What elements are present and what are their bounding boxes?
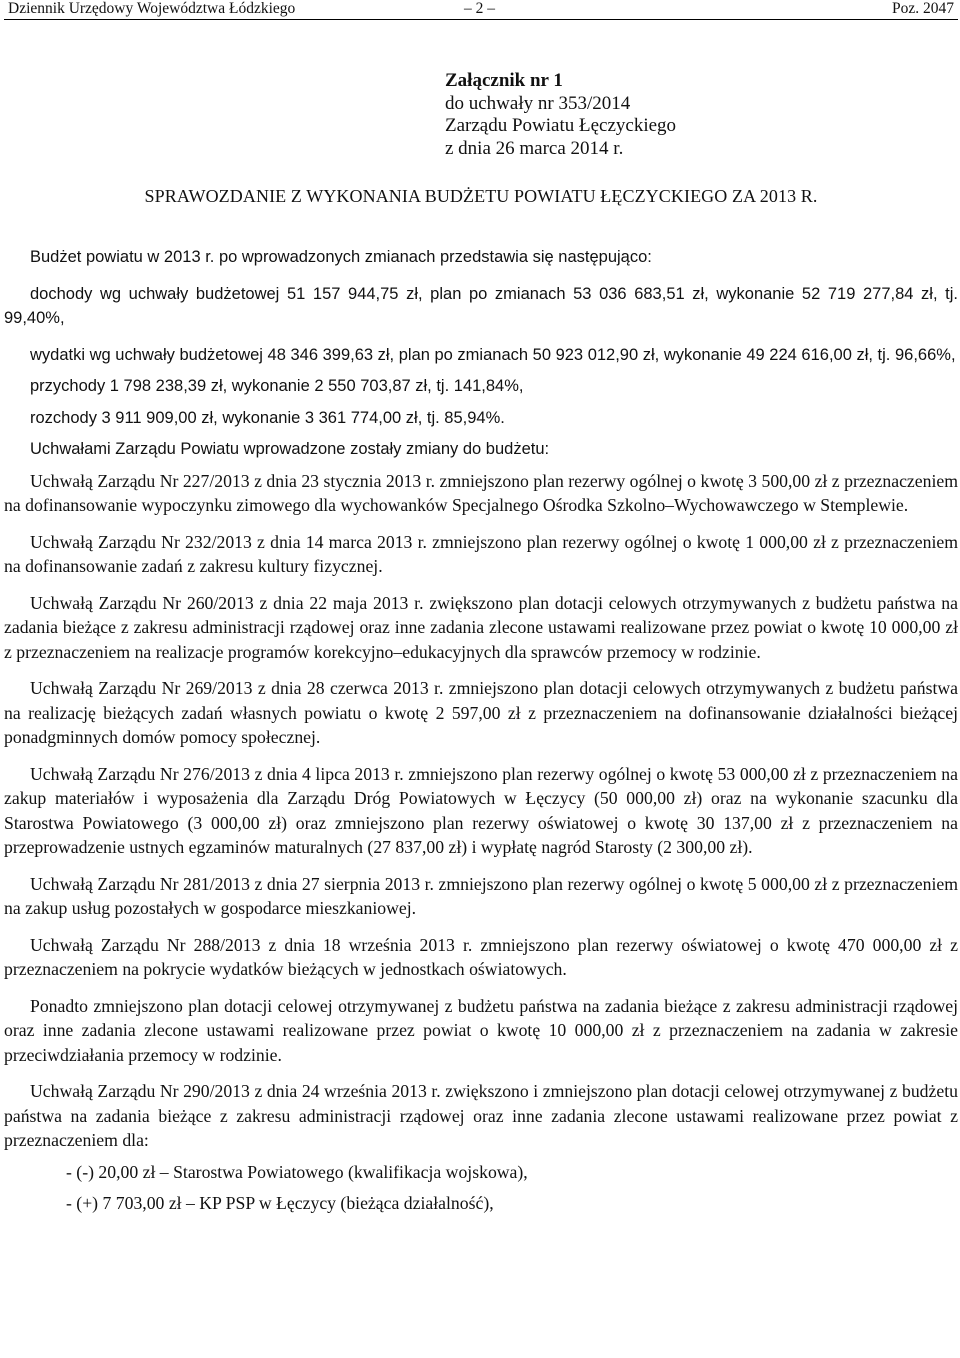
summary-paragraph: dochody wg uchwały budżetowej 51 157 944,75 zł, plan po zmianach 53 036 683,51 zł, wykonanie 52 719 277,84 zł, tj. 99,40%, (4, 284, 958, 327)
summary-paragraph: wydatki wg uchwały budżetowej 48 346 399,63 zł, plan po zmianach 50 923 012,90 zł, wykonanie 49 224 616,00 zł, tj. 96,66%, (30, 345, 956, 364)
resolution-paragraph: Uchwałą Zarządu Nr 276/2013 z dnia 4 lipca 2013 r. zmniejszono plan rezerwy ogólnej o kwotę 53 000,00 zł z przeznaczeniem na zakup materiałów i wyposażenia dla Zarządu Dróg Powiatowych w Łęczycy (50 000,00 zł) oraz na wykonanie szacunku dla Starostwa Powiatowego (3 000,00 zł) oraz zmniejszono plan rezerwy oświatowej o kwotę 30 137,00 zł z przeznaczeniem na przeprowadzenie ustnych egzaminów maturalnych (27 837,00 zł) i wypłatę nagród Starosty (2 300,00 zł). (4, 763, 958, 857)
resolution-paragraph: Uchwałą Zarządu Nr 227/2013 z dnia 23 stycznia 2013 r. zmniejszono plan rezerwy ogólnej o kwotę 3 500,00 zł z przeznaczeniem na dofinansowanie wypoczynku zimowego dla wychowanków Specjalnego Ośrodka Szkolno–Wychowawczego w Stemplewie. (4, 470, 958, 515)
list-item: - (+) 7 703,00 zł – KP PSP w Łęczycy (bieżąca działalność), (66, 1193, 494, 1213)
resolution-paragraph: Uchwałą Zarządu Nr 290/2013 z dnia 24 września 2013 r. zwiększono i zmniejszono plan dotacji celowej otrzymywanej z budżetu państwa na zadania bieżące z zakresu administracji rządowej oraz inne zadania zlecone ustawami realizowane przez powiat z przeznaczeniem dla: (4, 1081, 958, 1150)
intro-paragraph: Budżet powiatu w 2013 r. po wprowadzonych zmianach przedstawia się następująco: (30, 248, 652, 266)
annex-title: Załącznik nr 1 (445, 70, 563, 91)
resolution-paragraph: Uchwałą Zarządu Nr 232/2013 z dnia 14 marca 2013 r. zmniejszono plan rezerwy ogólnej o kwotę 1 000,00 zł z przeznaczeniem na dofinansowanie zadań z zakresu kultury fizycznej. (4, 531, 958, 576)
annex-block (445, 70, 958, 160)
resolution-paragraph: Uchwałą Zarządu Nr 288/2013 z dnia 18 września 2013 r. zmniejszono plan rezerwy oświatowej o kwotę 470 000,00 zł z przeznaczeniem na pokrycie wydatków bieżących w jednostkach oświatowych. (4, 934, 958, 979)
resolution-paragraph: Uchwałą Zarządu Nr 281/2013 z dnia 27 sierpnia 2013 r. zmniejszono plan rezerwy ogólnej o kwotę 5 000,00 zł z przeznaczeniem na zakup usług pozostałych w gospodarce mieszkaniowej. (4, 873, 958, 918)
annex-line: do uchwały nr 353/2014 (445, 92, 631, 114)
journal-name: Dziennik Urzędowy Województwa Łódzkiego (8, 0, 296, 17)
allocation-list (4, 1160, 958, 1216)
position-number: Poz. 2047 (892, 0, 954, 17)
resolution-paragraph: Uchwałą Zarządu Nr 269/2013 z dnia 28 czerwca 2013 r. zmniejszono plan dotacji celowych otrzymywanych z budżetu państwa na realizację bieżących zadań własnych powiatu o kwotę 2 597,00 zł z przeznaczeniem na dofinansowanie działalności bieżącej ponadgminnych domów pomocy społecznej. (4, 678, 958, 747)
report-title: SPRAWOZDANIE Z WYKONANIA BUDŻETU POWIATU ŁĘCZYCKIEGO ZA 2013 R. (144, 186, 818, 206)
annex-line: z dnia 26 marca 2014 r. (445, 137, 624, 159)
resolution-paragraph: Ponadto zmniejszono plan dotacji celowej otrzymywanej z budżetu państwa na zadania bieżące z zakresu administracji rządowej oraz inne zadania zlecone ustawami realizowane przez powiat o kwotę 10 000,00 zł z przeznaczeniem na zadania w zakresie przeciwdziałania przemocy w rodzinie. (4, 995, 958, 1065)
header-rule (4, 19, 958, 20)
annex-line: Zarządu Powiatu Łęczyckiego (445, 115, 677, 136)
page-header (4, 0, 958, 20)
document-body (4, 245, 958, 1216)
changes-intro: Uchwałami Zarządu Powiatu wprowadzone zostały zmiany do budżetu: (30, 440, 550, 458)
summary-paragraph: rozchody 3 911 909,00 zł, wykonanie 3 361 774,00 zł, tj. 85,94%. (30, 408, 505, 427)
summary-paragraph: przychody 1 798 238,39 zł, wykonanie 2 550 703,87 zł, tj. 141,84%, (30, 377, 524, 395)
list-item: - (-) 20,00 zł – Starostwa Powiatowego (kwalifikacja wojskowa), (66, 1161, 528, 1182)
page-number: – 2 – (464, 0, 495, 17)
resolution-paragraph: Uchwałą Zarządu Nr 260/2013 z dnia 22 maja 2013 r. zwiększono plan dotacji celowych otrzymywanych z budżetu państwa na zadania bieżące z zakresu administracji rządowej oraz inne zadania zlecone ustawami realizowane przez powiat o kwotę 10 000,00 zł z przeznaczeniem na realizacje programów korekcyjno–edukacyjnych dla sprawców przemocy w rodzinie. (4, 592, 958, 662)
